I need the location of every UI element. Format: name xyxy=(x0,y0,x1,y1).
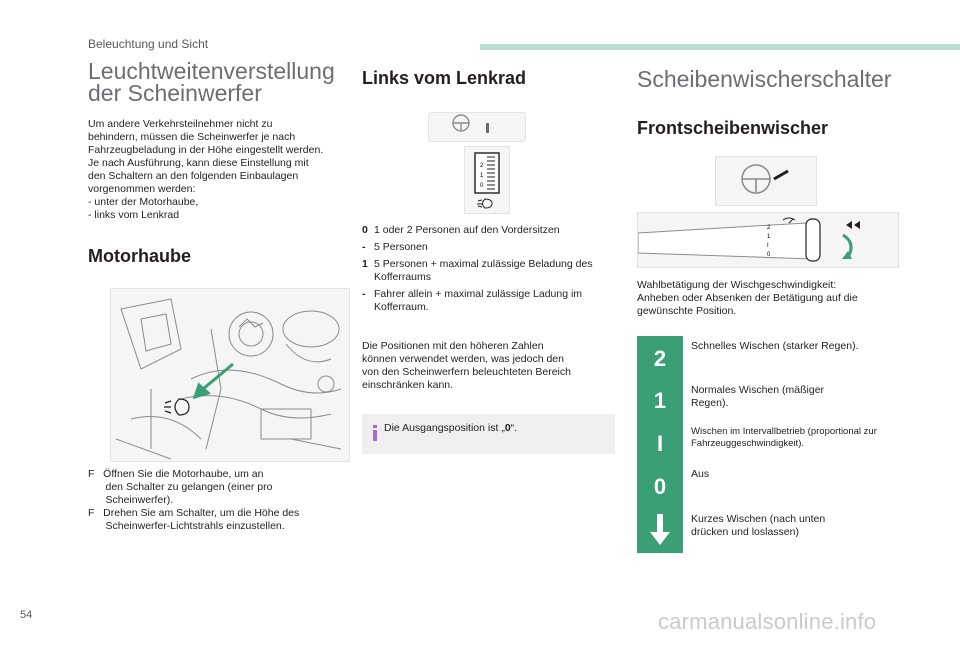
headlamp-heading-line2: der Scheinwerfer xyxy=(88,80,262,106)
headlamp-adjust-arrow xyxy=(195,364,233,397)
paragraph-line: von den Scheinwerfern beleuchteten Bereich xyxy=(362,366,571,378)
legend-key: - xyxy=(362,288,366,300)
legend-key: 1 xyxy=(362,258,368,270)
headlamp-symbol xyxy=(164,399,189,415)
note-value: 0 xyxy=(504,422,511,434)
legend-text: 5 Personen xyxy=(374,241,428,253)
stalk-label-2: 2 xyxy=(767,225,771,231)
column-left-of-steering xyxy=(362,60,616,434)
position-text-1: Normales Wischen (mäßiger Regen). xyxy=(691,384,825,409)
wiper-stalk-marker xyxy=(774,171,788,179)
intro-line: - unter der Motorhaube, xyxy=(88,196,199,208)
intro-line: gewünschte Position. xyxy=(637,305,737,317)
step-line: den Schalter zu gelangen (einer pro xyxy=(88,481,273,493)
dial-label-1: 1 xyxy=(480,173,484,179)
engine-bay-illustration xyxy=(110,288,350,462)
dashboard-location-illustration xyxy=(428,112,526,142)
switch-location-marker xyxy=(486,123,489,133)
fast-forward-icon xyxy=(846,221,860,229)
note-suffix: “. xyxy=(510,422,518,434)
steering-drawing xyxy=(716,157,816,205)
stalk-movement-arrow xyxy=(842,235,852,259)
column-wiper-switch xyxy=(637,60,899,538)
dial-label-2: 2 xyxy=(480,163,484,169)
load-legend xyxy=(362,224,616,318)
paragraph-line: können verwendet werden, was jedoch den xyxy=(362,353,564,365)
position-key-1: 1 xyxy=(637,378,683,424)
engine-bay-drawing xyxy=(111,289,349,461)
note-prefix: Die Ausgangsposition ist „ xyxy=(384,422,505,434)
step-line: Scheinwerfer). xyxy=(88,494,174,506)
section-label: Beleuchtung und Sicht xyxy=(88,37,209,51)
wiper-stalk-illustration xyxy=(637,212,899,268)
motorhaube-steps xyxy=(88,468,299,533)
motorhaube-heading: Motorhaube xyxy=(88,246,191,266)
position-key-2: 2 xyxy=(637,336,683,382)
steering-location-illustration xyxy=(715,156,817,206)
height-dial-drawing xyxy=(465,147,509,213)
page-number: 54 xyxy=(20,609,33,621)
header-bar xyxy=(480,44,960,50)
stalk-label-0: 0 xyxy=(767,252,771,258)
watermark: carmanualsonline.info xyxy=(658,609,877,634)
position-key-interval: I xyxy=(637,421,683,467)
dial-label-0: 0 xyxy=(480,183,484,189)
position-key-single-wipe xyxy=(637,507,683,553)
position-text-single-wipe: Kurzes Wischen (nach unten drücken und loslassen) xyxy=(691,513,826,538)
wiper-intro xyxy=(637,279,858,318)
steering-heading: Links vom Lenkrad xyxy=(362,68,527,88)
legend-key: - xyxy=(362,241,366,253)
legend-row xyxy=(362,258,616,284)
legend-key: 0 xyxy=(362,224,368,236)
position-key-0: 0 xyxy=(637,464,683,510)
headlamp-heading xyxy=(88,60,346,104)
height-dial-illustration xyxy=(464,146,510,214)
step-line: Scheinwerfer-Lichtstrahls einzustellen. xyxy=(88,520,285,532)
position-text-interval: Wischen im Intervallbetrieb (proportional zur Fahrzeuggeschwindigkeit). xyxy=(691,426,877,449)
down-arrow-icon xyxy=(649,514,671,546)
intro-line: den Schaltern an den folgenden Einbaulagen xyxy=(88,170,299,182)
legend-row xyxy=(362,224,616,237)
headlamp-heading-line1: Leuchtweitenverstellung xyxy=(88,58,335,84)
intro-line: Fahrzeugbeladung in der Höhe eingestellt werden. xyxy=(88,144,324,156)
intro-line: vorgenommen werden: xyxy=(88,183,196,195)
intro-line: - links vom Lenkrad xyxy=(88,209,180,221)
wiper-heading: Scheibenwischerschalter xyxy=(637,66,892,92)
initial-position-note xyxy=(362,414,615,454)
step-line: F Drehen Sie am Schalter, um die Höhe des xyxy=(88,507,300,519)
headlamp-intro xyxy=(88,118,346,222)
intro-line: behindern, müssen die Scheinwerfer je nach xyxy=(88,131,296,143)
stalk-label-1: 1 xyxy=(767,234,771,240)
intro-line: Wahlbetätigung der Wischgeschwindigkeit: xyxy=(637,279,837,291)
wiper-symbol-icon xyxy=(783,218,795,223)
headlamp-level-icon xyxy=(477,199,492,208)
stalk-label-interval: I xyxy=(767,243,769,249)
legend-row xyxy=(362,241,616,254)
legend-text: 1 oder 2 Personen auf den Vordersitzen xyxy=(374,224,560,236)
legend-text: Fahrer allein + maximal zulässige Ladung im Kofferraum. xyxy=(374,288,583,313)
legend-row xyxy=(362,288,616,314)
step-line: F Öffnen Sie die Motorhaube, um an xyxy=(88,468,264,480)
dashboard-drawing xyxy=(429,113,525,141)
intro-line: Anheben oder Absenken der Betätigung auf die xyxy=(637,292,858,304)
legend-text: 5 Personen + maximal zulässige Beladung des Kofferraums xyxy=(374,258,593,283)
note-text xyxy=(384,422,517,434)
front-wiper-heading: Frontscheibenwischer xyxy=(637,118,829,138)
paragraph-line: einschränken kann. xyxy=(362,379,454,391)
column-headlamp-adjustment xyxy=(88,58,346,532)
intro-line: Um andere Verkehrsteilnehmer nicht zu xyxy=(88,118,273,130)
wiper-stalk-drawing xyxy=(638,213,898,267)
position-text-2: Schnelles Wischen (starker Regen). xyxy=(691,340,859,352)
wiper-positions xyxy=(637,336,899,566)
intro-line: Je nach Ausführung, kann diese Einstellung mit xyxy=(88,157,309,169)
position-text-0: Aus xyxy=(691,468,710,480)
info-icon xyxy=(368,423,382,443)
positions-paragraph xyxy=(362,340,571,392)
paragraph-line: Die Positionen mit den höheren Zahlen xyxy=(362,340,544,352)
